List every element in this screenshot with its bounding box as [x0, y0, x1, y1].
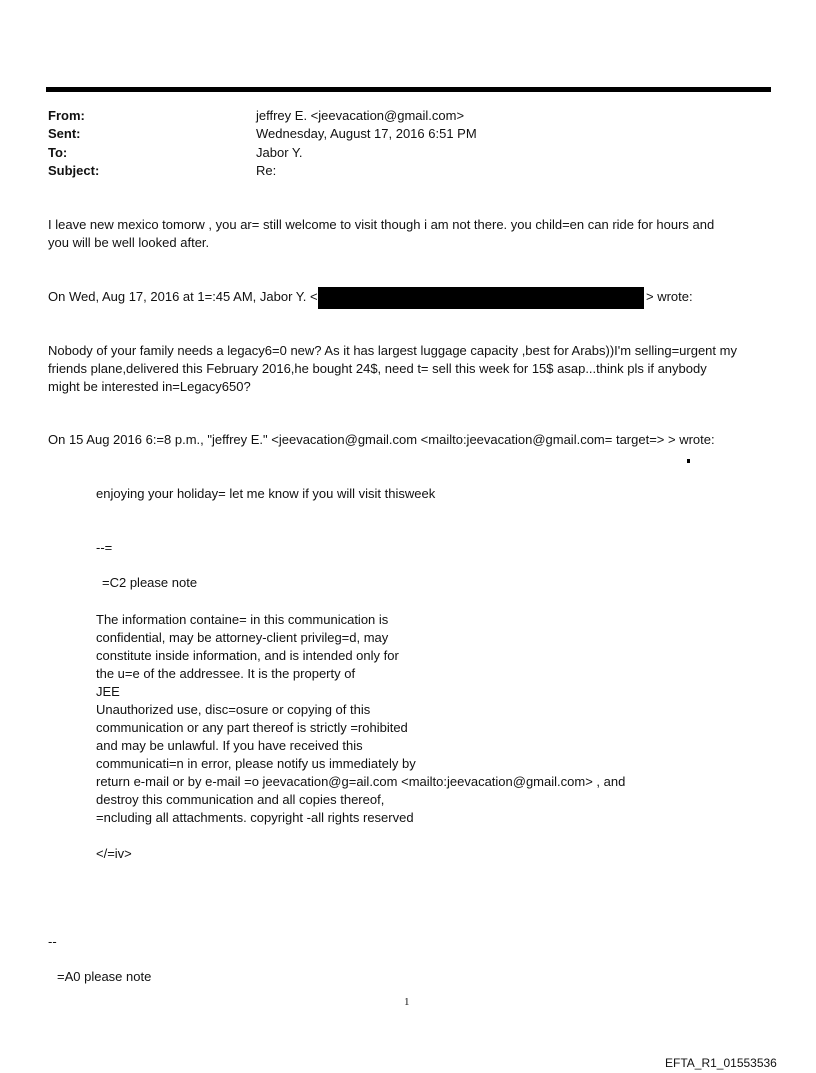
footer-please-note: =A0 please note [57, 969, 152, 984]
please-note: =C2 please note [102, 575, 198, 590]
disclaimer-line: destroy this communication and all copies thereof, [96, 792, 385, 807]
from-label: From: [48, 108, 85, 123]
disclaimer-line: constitute inside information, and is intended only for [96, 648, 399, 663]
quote2-header: On 15 Aug 2016 6:=8 p.m., "jeffrey E." <jeevacation@gmail.com <mailto:jeevacation@gmail.com= target=> > wrote: [48, 432, 715, 447]
page-number: 1 [404, 996, 410, 1008]
msg-line-3: might be interested in=Legacy650? [48, 379, 251, 394]
sent-label: Sent: [48, 126, 81, 141]
to-label: To: [48, 145, 68, 160]
msg-line-2: friends plane,delivered this February 2016,he bought 24$, need t= sell this week for 15$ asap...think pls if anybody [48, 361, 707, 376]
redaction-box [318, 287, 644, 309]
disclaimer-line: Unauthorized use, disc=osure or copying of this [96, 702, 371, 717]
subject-label: Subject: [48, 163, 100, 178]
quote1-suffix: > wrote: [646, 289, 693, 304]
redaction-mark [687, 459, 690, 463]
signature-separator: --= [96, 540, 113, 555]
reply-line-1: I leave new mexico tomorw , you ar= still welcome to visit though i am not there. you child=en can ride for hours and [48, 217, 715, 232]
disclaimer-line: confidential, may be attorney-client privileg=d, may [96, 630, 389, 645]
inner-message: enjoying your holiday= let me know if you will visit thisweek [96, 486, 436, 501]
disclaimer-line: =ncluding all attachments. copyright -all rights reserved [96, 810, 414, 825]
disclaimer-line: and may be unlawful. If you have received this [96, 738, 363, 753]
header-rule [46, 87, 771, 92]
bates-number: EFTA_R1_01553536 [665, 1056, 777, 1070]
disclaimer-line: JEE [96, 684, 120, 699]
closing-tag: </=iv> [96, 846, 132, 861]
disclaimer-line: return e-mail or by e-mail =o jeevacation@g=ail.com <mailto:jeevacation@gmail.com> , and [96, 774, 626, 789]
disclaimer-line: communicati=n in error, please notify us immediately by [96, 756, 416, 771]
sent-value: Wednesday, August 17, 2016 6:51 PM [256, 126, 477, 141]
disclaimer-line: communication or any part thereof is strictly =rohibited [96, 720, 408, 735]
disclaimer-line: The information containe= in this communication is [96, 612, 389, 627]
to-value: Jabor Y. [256, 145, 303, 160]
reply-line-2: you will be well looked after. [48, 235, 210, 250]
from-value: jeffrey E. <jeevacation@gmail.com> [256, 108, 465, 123]
footer-separator: -- [48, 934, 57, 949]
disclaimer-block [96, 611, 696, 827]
subject-value: Re: [256, 163, 277, 178]
quote1-prefix: On Wed, Aug 17, 2016 at 1=:45 AM, Jabor Y. < [48, 289, 318, 304]
msg-line-1: Nobody of your family needs a legacy6=0 new? As it has largest luggage capacity ,best for Arabs))I'm selling=urgent my [48, 343, 737, 358]
disclaimer-line: the u=e of the addressee. It is the property of [96, 666, 356, 681]
